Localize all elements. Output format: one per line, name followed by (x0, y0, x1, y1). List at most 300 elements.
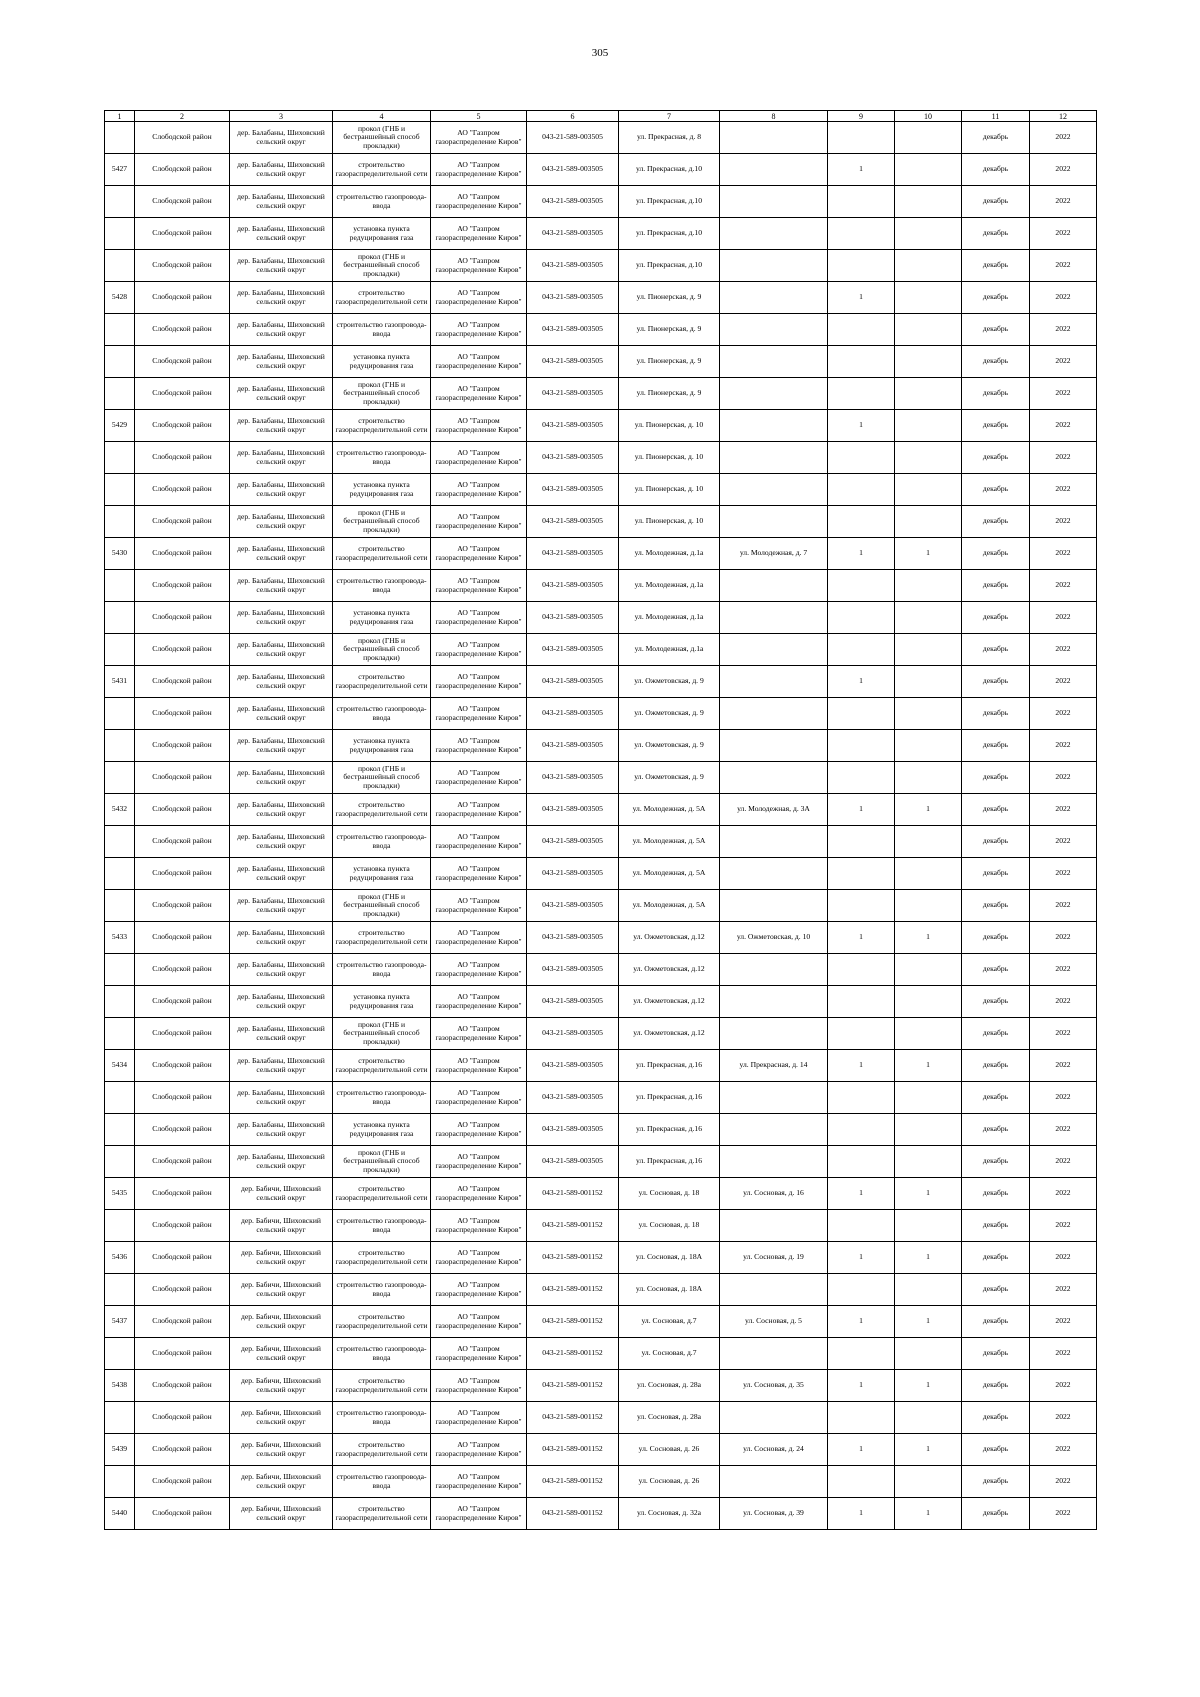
cell-month (962, 954, 1030, 986)
cell-text: дер. Бабичи, Шиховский сельский округ (241, 1440, 321, 1458)
cell-text: 5439 (111, 1445, 128, 1454)
table-row (105, 1370, 1097, 1402)
cell-text: АО "Газпром газораспределение Киров" (435, 768, 522, 786)
cell-entry-number (105, 410, 135, 442)
cell-object-code (527, 954, 619, 986)
cell-district (135, 538, 230, 570)
cell-text: дер. Бабичи, Шиховский сельский округ (241, 1504, 321, 1522)
cell-text: ул. Ожметовская, д. 9 (634, 709, 704, 718)
cell-settlement (230, 890, 333, 922)
cell-district (135, 1338, 230, 1370)
cell-text: Слободской район (152, 805, 212, 814)
cell-text: Слободской район (152, 709, 212, 718)
cell-text: 043-21-589-003505 (542, 773, 603, 782)
cell-settlement (230, 1210, 333, 1242)
cell-organization (431, 474, 527, 506)
cell-count-a (828, 1018, 895, 1050)
cell-object-code (527, 1370, 619, 1402)
cell-object-code (527, 602, 619, 634)
cell-object-code (527, 1402, 619, 1434)
cell-text: дер. Балабаны, Шиховский сельский округ (237, 352, 325, 370)
cell-text: 043-21-589-003505 (542, 197, 603, 206)
cell-district (135, 186, 230, 218)
cell-text: ул. Сосновая, д. 28а (636, 1381, 702, 1390)
cell-month (962, 1434, 1030, 1466)
cell-text: декабрь (982, 613, 1009, 622)
cell-month (962, 698, 1030, 730)
column-number-5: 5 (431, 111, 527, 122)
cell-count-b (895, 794, 962, 826)
cell-address-2 (720, 634, 828, 666)
cell-work-type (333, 1338, 431, 1370)
cell-text: дер. Балабаны, Шиховский сельский округ (237, 608, 325, 626)
cell-text: строительство газораспределительной сети (335, 928, 428, 946)
cell-district (135, 474, 230, 506)
cell-entry-number (105, 1274, 135, 1306)
cell-organization (431, 506, 527, 538)
cell-text: 2022 (1055, 965, 1071, 974)
cell-organization (431, 1434, 527, 1466)
cell-text: строительство газораспределительной сети (335, 1312, 428, 1330)
cell-count-a (828, 1370, 895, 1402)
cell-month (962, 890, 1030, 922)
cell-text: Слободской район (152, 133, 212, 142)
cell-text: 1 (859, 1253, 863, 1262)
cell-text: АО "Газпром газораспределение Киров" (435, 928, 522, 946)
cell-count-a (828, 602, 895, 634)
cell-year (1030, 474, 1097, 506)
cell-text: прокол (ГНБ и бестраншейный способ прокладки) (343, 892, 420, 918)
cell-address (619, 1018, 720, 1050)
cell-text: дер. Балабаны, Шиховский сельский округ (237, 512, 325, 530)
cell-count-b (895, 1338, 962, 1370)
table-row (105, 1274, 1097, 1306)
cell-settlement (230, 1370, 333, 1402)
cell-address (619, 218, 720, 250)
cell-text: 2022 (1055, 1381, 1071, 1390)
cell-text: Слободской район (152, 421, 212, 430)
cell-text: 5433 (111, 933, 128, 942)
cell-text: декабрь (982, 709, 1009, 718)
cell-text: декабрь (982, 357, 1009, 366)
cell-object-code (527, 794, 619, 826)
cell-text: ул. Ожметовская, д. 9 (634, 677, 704, 686)
cell-text: строительство газопровода-ввода (336, 960, 427, 978)
cell-entry-number (105, 538, 135, 570)
cell-count-b (895, 250, 962, 282)
cell-settlement (230, 250, 333, 282)
table-row (105, 890, 1097, 922)
cell-text: 1 (926, 1253, 930, 1262)
cell-entry-number (105, 634, 135, 666)
cell-text: АО "Газпром газораспределение Киров" (435, 1152, 522, 1170)
cell-text: 043-21-589-003505 (542, 293, 603, 302)
cell-text: декабрь (982, 677, 1009, 686)
cell-address-2 (720, 602, 828, 634)
cell-text: ул. Ожметовская, д.12 (633, 965, 705, 974)
cell-text: строительство газораспределительной сети (335, 416, 428, 434)
cell-year (1030, 794, 1097, 826)
cell-text: ул. Молодежная, д. 7 (739, 549, 808, 558)
cell-text: 2022 (1055, 197, 1071, 206)
cell-district (135, 890, 230, 922)
cell-year (1030, 1050, 1097, 1082)
cell-settlement (230, 346, 333, 378)
cell-settlement (230, 602, 333, 634)
cell-count-b (895, 698, 962, 730)
cell-entry-number (105, 506, 135, 538)
cell-district (135, 1498, 230, 1530)
cell-text: декабрь (982, 549, 1009, 558)
cell-text: ул. Прекрасная, д.10 (635, 197, 702, 206)
cell-settlement (230, 698, 333, 730)
cell-text: 1 (859, 1189, 863, 1198)
cell-text: дер. Балабаны, Шиховский сельский округ (237, 640, 325, 658)
cell-address-2 (720, 314, 828, 346)
cell-entry-number (105, 826, 135, 858)
cell-settlement (230, 1178, 333, 1210)
cell-text: ул. Прекрасная, д.16 (635, 1125, 702, 1134)
cell-settlement (230, 506, 333, 538)
cell-text: строительство газопровода-ввода (336, 576, 427, 594)
table-row (105, 1498, 1097, 1530)
cell-text: строительство газораспределительной сети (335, 1504, 428, 1522)
cell-organization (431, 186, 527, 218)
cell-text: Слободской район (152, 453, 212, 462)
cell-address-2 (720, 1498, 828, 1530)
cell-text: ул. Пионерская, д. 10 (634, 485, 704, 494)
cell-address-2 (720, 410, 828, 442)
cell-count-b (895, 186, 962, 218)
cell-year (1030, 1178, 1097, 1210)
cell-address-2 (720, 506, 828, 538)
cell-text: строительство газораспределительной сети (335, 1184, 428, 1202)
cell-text: прокол (ГНБ и бестраншейный способ прокладки) (343, 636, 420, 662)
cell-text: 043-21-589-003505 (542, 485, 603, 494)
cell-text: дер. Бабичи, Шиховский сельский округ (241, 1344, 321, 1362)
table-body (105, 122, 1097, 1530)
cell-organization (431, 794, 527, 826)
cell-text: АО "Газпром газораспределение Киров" (435, 1472, 522, 1490)
cell-entry-number (105, 1210, 135, 1242)
cell-address (619, 634, 720, 666)
cell-text: АО "Газпром газораспределение Киров" (435, 224, 522, 242)
cell-district (135, 506, 230, 538)
cell-work-type (333, 666, 431, 698)
cell-address-2 (720, 986, 828, 1018)
cell-text: Слободской район (152, 1477, 212, 1486)
cell-text: дер. Бабичи, Шиховский сельский округ (241, 1248, 321, 1266)
cell-text: декабрь (982, 901, 1009, 910)
table-row (105, 570, 1097, 602)
cell-text: ул. Пионерская, д. 9 (636, 325, 702, 334)
cell-text: декабрь (982, 1381, 1009, 1390)
cell-text: 5434 (111, 1061, 128, 1070)
table-row (105, 762, 1097, 794)
cell-count-b (895, 1274, 962, 1306)
cell-text: прокол (ГНБ и бестраншейный способ прокладки) (343, 1148, 420, 1174)
cell-text: декабрь (982, 421, 1009, 430)
cell-work-type (333, 1370, 431, 1402)
cell-text: строительство газопровода-ввода (336, 1088, 427, 1106)
cell-address-2 (720, 442, 828, 474)
cell-entry-number (105, 250, 135, 282)
cell-text: декабрь (982, 933, 1009, 942)
cell-text: 043-21-589-003505 (542, 261, 603, 270)
cell-object-code (527, 1018, 619, 1050)
cell-district (135, 698, 230, 730)
cell-object-code (527, 122, 619, 154)
cell-count-b (895, 1114, 962, 1146)
cell-settlement (230, 1402, 333, 1434)
cell-entry-number (105, 1242, 135, 1274)
cell-count-a (828, 826, 895, 858)
cell-count-a (828, 922, 895, 954)
cell-count-a (828, 1338, 895, 1370)
cell-text: Слободской район (152, 517, 212, 526)
cell-text: Слободской район (152, 1381, 212, 1390)
cell-object-code (527, 410, 619, 442)
cell-count-a (828, 1466, 895, 1498)
cell-year (1030, 1402, 1097, 1434)
cell-settlement (230, 474, 333, 506)
cell-text: декабрь (982, 581, 1009, 590)
cell-month (962, 282, 1030, 314)
cell-organization (431, 602, 527, 634)
cell-text: установка пункта редуцирования газа (349, 1120, 414, 1138)
cell-settlement (230, 1338, 333, 1370)
cell-text: Слободской район (152, 613, 212, 622)
cell-address (619, 1402, 720, 1434)
cell-count-b (895, 1402, 962, 1434)
cell-month (962, 602, 1030, 634)
cell-text: 043-21-589-003505 (542, 581, 603, 590)
cell-text: дер. Балабаны, Шиховский сельский округ (237, 672, 325, 690)
cell-text: 043-21-589-003505 (542, 165, 603, 174)
cell-entry-number (105, 922, 135, 954)
cell-settlement (230, 282, 333, 314)
table-row (105, 346, 1097, 378)
cell-text: 5438 (111, 1381, 128, 1390)
cell-text: АО "Газпром газораспределение Киров" (435, 192, 522, 210)
cell-text: ул. Молодежная, д. 5А (632, 805, 706, 814)
column-number-11: 11 (962, 111, 1030, 122)
cell-text: 2022 (1055, 933, 1071, 942)
cell-text: 1 (859, 1381, 863, 1390)
cell-text: декабрь (982, 1509, 1009, 1518)
cell-text: 043-21-589-003505 (542, 677, 603, 686)
cell-year (1030, 122, 1097, 154)
cell-address-2 (720, 1178, 828, 1210)
table-row (105, 1178, 1097, 1210)
cell-object-code (527, 1050, 619, 1082)
cell-text: строительство газопровода-ввода (336, 192, 427, 210)
cell-work-type (333, 1114, 431, 1146)
cell-organization (431, 1498, 527, 1530)
cell-text: Слободской район (152, 389, 212, 398)
cell-settlement (230, 762, 333, 794)
cell-year (1030, 986, 1097, 1018)
cell-address (619, 250, 720, 282)
cell-text: Слободской район (152, 997, 212, 1006)
cell-district (135, 570, 230, 602)
cell-address (619, 378, 720, 410)
cell-district (135, 1274, 230, 1306)
cell-entry-number (105, 698, 135, 730)
cell-count-a (828, 986, 895, 1018)
cell-text: АО "Газпром газораспределение Киров" (435, 128, 522, 146)
cell-count-b (895, 1498, 962, 1530)
table-row (105, 986, 1097, 1018)
cell-work-type (333, 1050, 431, 1082)
cell-text: ул. Прекрасная, д.10 (635, 229, 702, 238)
cell-settlement (230, 730, 333, 762)
cell-month (962, 1050, 1030, 1082)
cell-month (962, 378, 1030, 410)
cell-text: декабрь (982, 1285, 1009, 1294)
cell-settlement (230, 858, 333, 890)
cell-text: строительство газопровода-ввода (336, 1408, 427, 1426)
cell-work-type (333, 122, 431, 154)
table-row (105, 1114, 1097, 1146)
table-row (105, 634, 1097, 666)
cell-text: ул. Молодежная, д. 5А (632, 869, 706, 878)
cell-text: декабрь (982, 837, 1009, 846)
cell-count-a (828, 314, 895, 346)
cell-address-2 (720, 1466, 828, 1498)
cell-year (1030, 1498, 1097, 1530)
cell-object-code (527, 186, 619, 218)
cell-organization (431, 346, 527, 378)
cell-text: 043-21-589-001152 (542, 1317, 603, 1326)
cell-text: ул. Сосновая, д. 18А (635, 1253, 703, 1262)
cell-object-code (527, 282, 619, 314)
cell-text: дер. Балабаны, Шиховский сельский округ (237, 480, 325, 498)
cell-count-b (895, 762, 962, 794)
cell-text: дер. Балабаны, Шиховский сельский округ (237, 224, 325, 242)
cell-year (1030, 442, 1097, 474)
cell-count-a (828, 186, 895, 218)
cell-text: дер. Балабаны, Шиховский сельский округ (237, 128, 325, 146)
cell-count-b (895, 346, 962, 378)
cell-district (135, 826, 230, 858)
cell-entry-number (105, 1114, 135, 1146)
cell-text: ул. Молодежная, д.1а (634, 613, 704, 622)
cell-organization (431, 762, 527, 794)
cell-month (962, 474, 1030, 506)
cell-object-code (527, 1178, 619, 1210)
cell-entry-number (105, 346, 135, 378)
cell-address-2 (720, 730, 828, 762)
cell-entry-number (105, 378, 135, 410)
cell-text: ул. Сосновая, д. 32а (636, 1509, 702, 1518)
cell-text: строительство газораспределительной сети (335, 1248, 428, 1266)
cell-count-a (828, 1274, 895, 1306)
cell-count-b (895, 986, 962, 1018)
cell-text: 043-21-589-003505 (542, 1157, 603, 1166)
cell-text: 1 (859, 805, 863, 814)
cell-text: установка пункта редуцирования газа (349, 480, 414, 498)
cell-entry-number (105, 1018, 135, 1050)
cell-address (619, 122, 720, 154)
cell-text: 2022 (1055, 997, 1071, 1006)
cell-text: дер. Балабаны, Шиховский сельский округ (237, 832, 325, 850)
cell-month (962, 922, 1030, 954)
cell-entry-number (105, 1306, 135, 1338)
cell-text: 2022 (1055, 1413, 1071, 1422)
cell-text: установка пункта редуцирования газа (349, 736, 414, 754)
cell-address-2 (720, 698, 828, 730)
cell-year (1030, 1210, 1097, 1242)
cell-object-code (527, 378, 619, 410)
cell-count-a (828, 954, 895, 986)
cell-count-a (828, 1114, 895, 1146)
cell-count-a (828, 474, 895, 506)
cell-text: 043-21-589-001152 (542, 1477, 603, 1486)
cell-district (135, 378, 230, 410)
cell-text: АО "Газпром газораспределение Киров" (435, 1120, 522, 1138)
cell-district (135, 666, 230, 698)
cell-count-b (895, 890, 962, 922)
cell-entry-number (105, 1434, 135, 1466)
cell-text: АО "Газпром газораспределение Киров" (435, 448, 522, 466)
cell-count-b (895, 1242, 962, 1274)
cell-text: ул. Прекрасная, д.16 (635, 1157, 702, 1166)
cell-text: ул. Прекрасная, д. 14 (739, 1061, 808, 1070)
cell-text: 5431 (111, 677, 128, 686)
cell-text: Слободской район (152, 1061, 212, 1070)
cell-text: Слободской район (152, 1445, 212, 1454)
table-row (105, 1050, 1097, 1082)
cell-count-a (828, 1434, 895, 1466)
cell-text: дер. Балабаны, Шиховский сельский округ (237, 800, 325, 818)
cell-text: дер. Балабаны, Шиховский сельский округ (237, 736, 325, 754)
cell-address-2 (720, 538, 828, 570)
cell-entry-number (105, 666, 135, 698)
cell-settlement (230, 1146, 333, 1178)
cell-district (135, 634, 230, 666)
cell-text: дер. Балабаны, Шиховский сельский округ (237, 288, 325, 306)
cell-object-code (527, 1306, 619, 1338)
cell-year (1030, 1338, 1097, 1370)
cell-count-a (828, 538, 895, 570)
cell-count-b (895, 122, 962, 154)
cell-text: 1 (859, 933, 863, 942)
cell-work-type (333, 1402, 431, 1434)
cell-count-b (895, 538, 962, 570)
cell-organization (431, 730, 527, 762)
cell-work-type (333, 1018, 431, 1050)
cell-count-a (828, 154, 895, 186)
table-row (105, 794, 1097, 826)
cell-year (1030, 1274, 1097, 1306)
cell-work-type (333, 186, 431, 218)
cell-entry-number (105, 762, 135, 794)
cell-count-a (828, 1210, 895, 1242)
cell-text: 2022 (1055, 869, 1071, 878)
cell-address (619, 1434, 720, 1466)
cell-month (962, 730, 1030, 762)
cell-work-type (333, 1210, 431, 1242)
cell-settlement (230, 442, 333, 474)
cell-object-code (527, 538, 619, 570)
cell-text: 043-21-589-003505 (542, 1125, 603, 1134)
cell-object-code (527, 922, 619, 954)
cell-text: 2022 (1055, 1349, 1071, 1358)
cell-entry-number (105, 602, 135, 634)
cell-text: Слободской район (152, 933, 212, 942)
cell-month (962, 1466, 1030, 1498)
